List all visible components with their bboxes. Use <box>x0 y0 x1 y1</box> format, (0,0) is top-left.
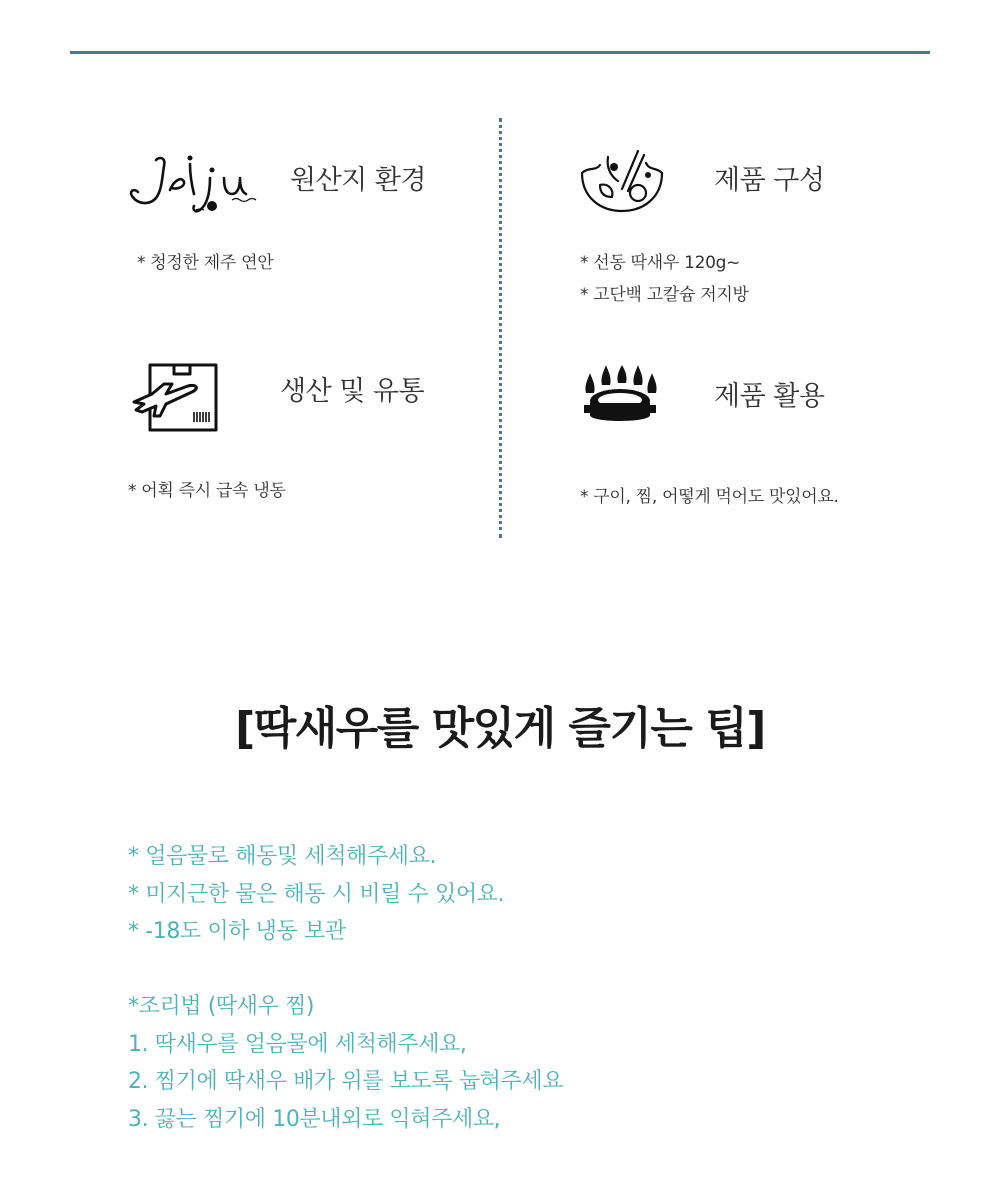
distribution-title: 생산 및 유통 <box>280 376 425 407</box>
composition-title: 제품 구성 <box>714 165 825 196</box>
recipe-title: *조리법 (딱새우 찜) <box>128 994 315 1019</box>
top-divider <box>70 51 930 54</box>
composition-note-2: * 고단백 고칼슘 저지방 <box>580 285 749 305</box>
jeju-logo-icon <box>126 150 266 220</box>
vertical-dotted-divider <box>499 118 502 538</box>
usage-title: 제품 활용 <box>714 381 825 412</box>
care-tip: * -18도 이하 냉동 보관 <box>128 919 346 944</box>
tips-list <box>128 838 563 1138</box>
salad-bowl-icon <box>578 145 668 217</box>
origin-note: * 청정한 제주 연안 <box>137 253 274 273</box>
gas-burner-icon <box>580 365 660 429</box>
care-tip: * 얼음물로 해동및 세척해주세요. <box>128 844 437 869</box>
usage-note: * 구이, 찜, 어떻게 먹어도 맛있어요. <box>580 487 839 507</box>
airplane-box-icon <box>130 362 220 434</box>
recipe-step: 3. 끓는 찜기에 10분내외로 익혀주세요, <box>128 1106 501 1132</box>
distribution-note: * 어획 즉시 급속 냉동 <box>128 481 286 501</box>
origin-title: 원산지 환경 <box>290 165 426 196</box>
recipe-step: 2. 찜기에 딱새우 배가 위를 보도록 눕혀주세요 <box>128 1069 564 1094</box>
tips-title: [딱새우를 맛있게 즐기는 팁] <box>235 703 765 754</box>
care-tip: * 미지근한 물은 해동 시 비릴 수 있어요. <box>128 881 505 907</box>
composition-note-1: * 선동 딱새우 120g~ <box>580 253 741 273</box>
spacer <box>128 951 563 989</box>
recipe-step: 1. 딱새우를 얼음물에 세척해주세요, <box>128 1031 467 1057</box>
